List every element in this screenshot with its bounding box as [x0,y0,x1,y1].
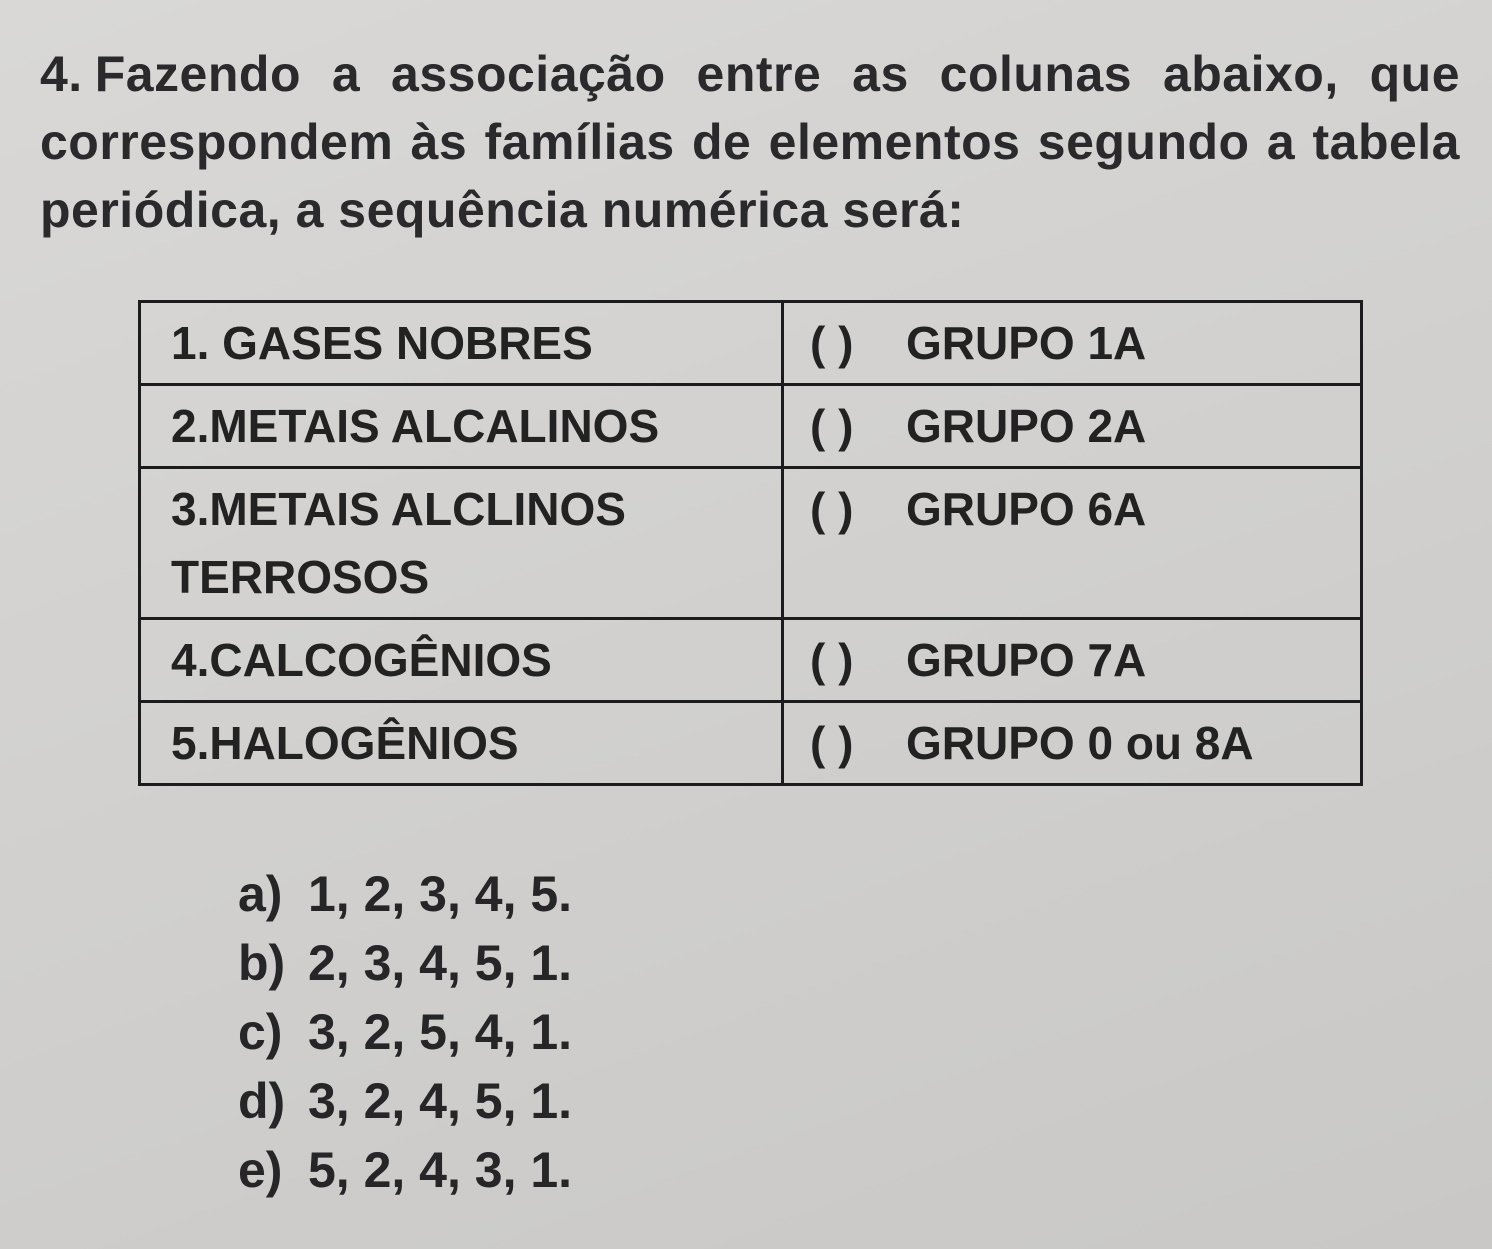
family-cell: 5.HALOGÊNIOS [140,702,783,785]
option-b[interactable] [238,929,572,998]
option-text: 1, 2, 3, 4, 5. [308,866,573,922]
group-label: GRUPO 6A [906,483,1147,535]
answer-options [238,860,572,1205]
answer-blank[interactable]: ( ) [810,400,854,452]
question-number: 4. [40,46,83,102]
option-a[interactable] [238,860,572,929]
group-label: GRUPO 7A [906,634,1147,686]
option-letter: d) [238,1073,286,1129]
table-row [140,702,1362,785]
option-letter: b) [238,935,286,991]
option-e[interactable] [238,1136,572,1205]
option-letter: a) [238,866,283,922]
family-cell: 1. GASES NOBRES [140,302,783,385]
group-cell [783,468,1362,619]
option-letter: e) [238,1142,283,1198]
association-table [138,300,1363,786]
table-row [140,302,1362,385]
option-text: 3, 2, 5, 4, 1. [308,1004,573,1060]
option-letter: c) [238,1004,283,1060]
answer-blank[interactable]: ( ) [810,717,854,769]
group-label: GRUPO 2A [906,400,1147,452]
question-text: Fazendo a associação entre as colunas abaixo, que correspondem às famílias de elementos segundo a tabela periódica, a sequência numérica será: [40,46,1460,238]
option-c[interactable] [238,998,572,1067]
question-4 [40,40,1460,244]
group-cell [783,619,1362,702]
group-label: GRUPO 1A [906,317,1147,369]
option-d[interactable] [238,1067,572,1136]
table-row [140,619,1362,702]
family-cell: 3.METAIS ALCLINOS TERROSOS [140,468,783,619]
family-cell: 2.METAIS ALCALINOS [140,385,783,468]
group-label: GRUPO 0 ou 8A [906,717,1254,769]
option-text: 3, 2, 4, 5, 1. [308,1073,573,1129]
table-row [140,385,1362,468]
option-text: 5, 2, 4, 3, 1. [308,1142,573,1198]
answer-blank[interactable]: ( ) [810,634,854,686]
group-cell [783,302,1362,385]
answer-blank[interactable]: ( ) [810,317,854,369]
answer-blank[interactable]: ( ) [810,483,854,535]
group-cell [783,702,1362,785]
option-text: 2, 3, 4, 5, 1. [308,935,573,991]
family-cell: 4.CALCOGÊNIOS [140,619,783,702]
table-row [140,468,1362,619]
group-cell [783,385,1362,468]
